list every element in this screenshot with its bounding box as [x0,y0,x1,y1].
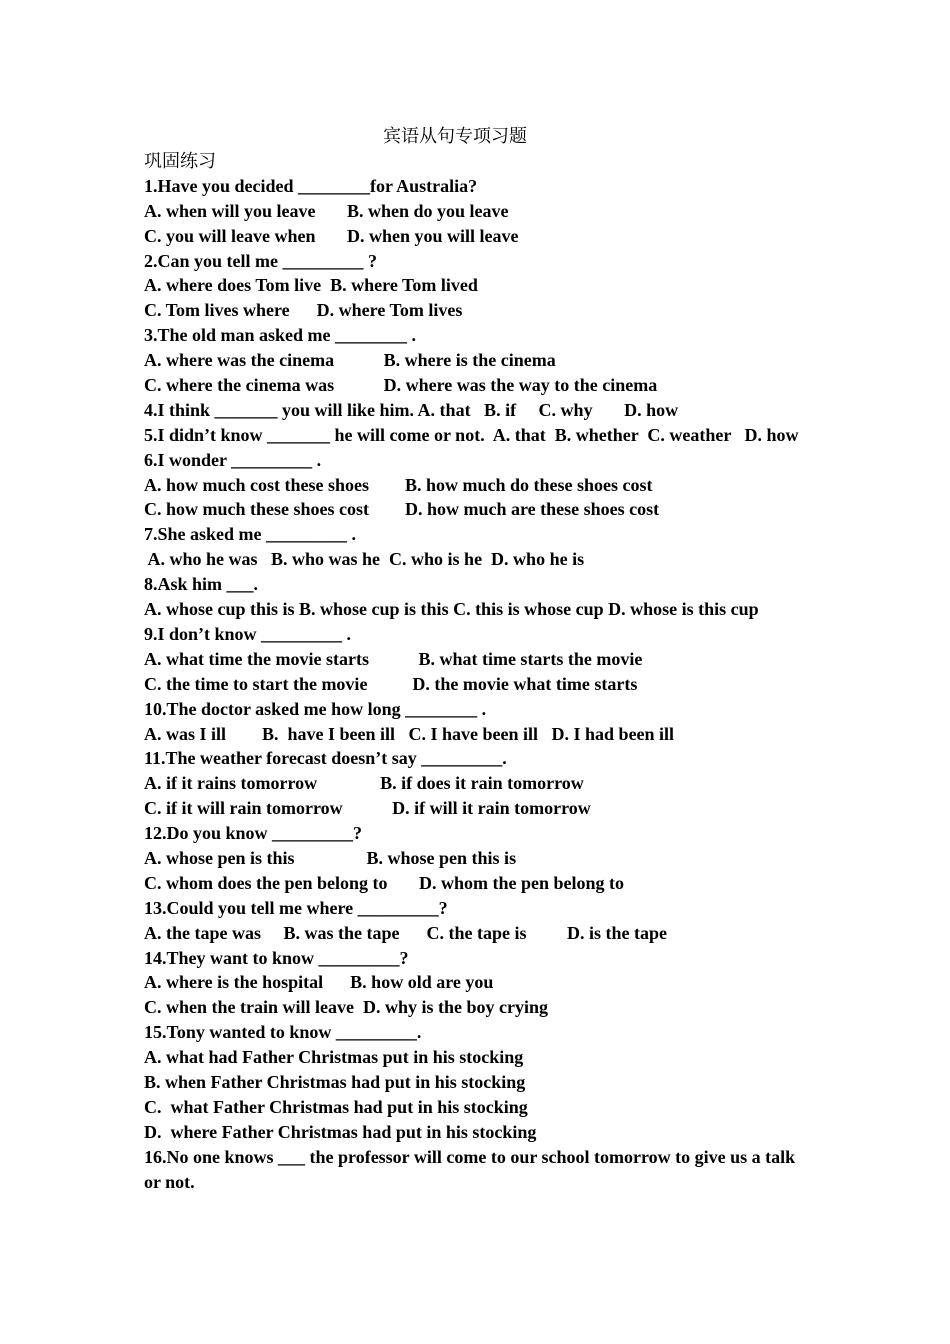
question-line: 11.The weather forecast doesn’t say _________. [144,748,507,769]
option-line: C. the time to start the movie D. the movie what time starts [144,673,638,694]
question-line: 13.Could you tell me where _________? [144,897,448,918]
option-line: A. whose cup this is B. whose cup is this C. this is whose cup D. whose is this cup [144,599,759,620]
option-line: A. where is the hospital B. how old are you [144,972,494,993]
option-line: A. what had Father Christmas put in his stocking [144,1047,524,1068]
question-line: 16.No one knows ___ the professor will come to our school tomorrow to give us a talk or not. [144,1146,800,1192]
option-line: A. where does Tom live B. where Tom lived [144,275,478,296]
question-line: 5.I didn’t know _______ he will come or not. A. that B. whether C. weather D. how [144,424,799,445]
question-line: 4.I think _______ you will like him. A. that B. if C. why D. how [144,399,679,420]
question-line: 3.The old man asked me ________ . [144,325,417,346]
option-line: A. who he was B. who was he C. who is he D. who he is [144,549,585,570]
question-line: 10.The doctor asked me how long ________ . [144,698,487,719]
option-line: B. when Father Christmas had put in his stocking [144,1071,526,1092]
option-line: C. you will leave when D. when you will leave [144,225,519,246]
option-line: A. if it rains tomorrow B. if does it rain tomorrow [144,773,584,794]
question-line: 7.She asked me _________ . [144,524,357,545]
question-line: 2.Can you tell me _________ ? [144,250,377,271]
option-line: C. where the cinema was D. where was the way to the cinema [144,375,658,396]
option-line: C. how much these shoes cost D. how much are these shoes cost [144,499,660,520]
option-line: C. if it will rain tomorrow D. if will it rain tomorrow [144,798,591,819]
option-line: A. the tape was B. was the tape C. the tape is D. is the tape [144,922,667,943]
option-line: A. what time the movie starts B. what time starts the movie [144,648,643,669]
option-line: C. what Father Christmas had put in his stocking [144,1096,528,1117]
option-line: A. where was the cinema B. where is the cinema [144,350,556,371]
question-line: 9.I don’t know _________ . [144,623,352,644]
question-line: 8.Ask him ___. [144,574,259,595]
question-line: 6.I wonder _________ . [144,449,322,470]
option-line: A. was I ill B. have I been ill C. I have been ill D. I had been ill [144,723,675,744]
option-line: C. Tom lives where D. where Tom lives [144,300,463,321]
question-line: 14.They want to know _________? [144,947,409,968]
question-line: 1.Have you decided ________for Australia? [144,175,478,196]
question-line: 15.Tony wanted to know _________. [144,1022,422,1043]
option-line: A. when will you leave B. when do you leave [144,200,509,221]
question-line: 12.Do you know _________? [144,823,363,844]
section-heading: 巩固练习 [144,151,216,171]
option-line: A. how much cost these shoes B. how much do these shoes cost [144,474,653,495]
option-line: C. whom does the pen belong to D. whom the pen belong to [144,872,625,893]
option-line: A. whose pen is this B. whose pen this is [144,847,517,868]
page-title: 宾语从句专项习题 [383,126,527,146]
option-line: C. when the train will leave D. why is the boy crying [144,997,548,1018]
exercise-body [144,149,814,1194]
option-line: D. where Father Christmas had put in his stocking [144,1121,537,1142]
